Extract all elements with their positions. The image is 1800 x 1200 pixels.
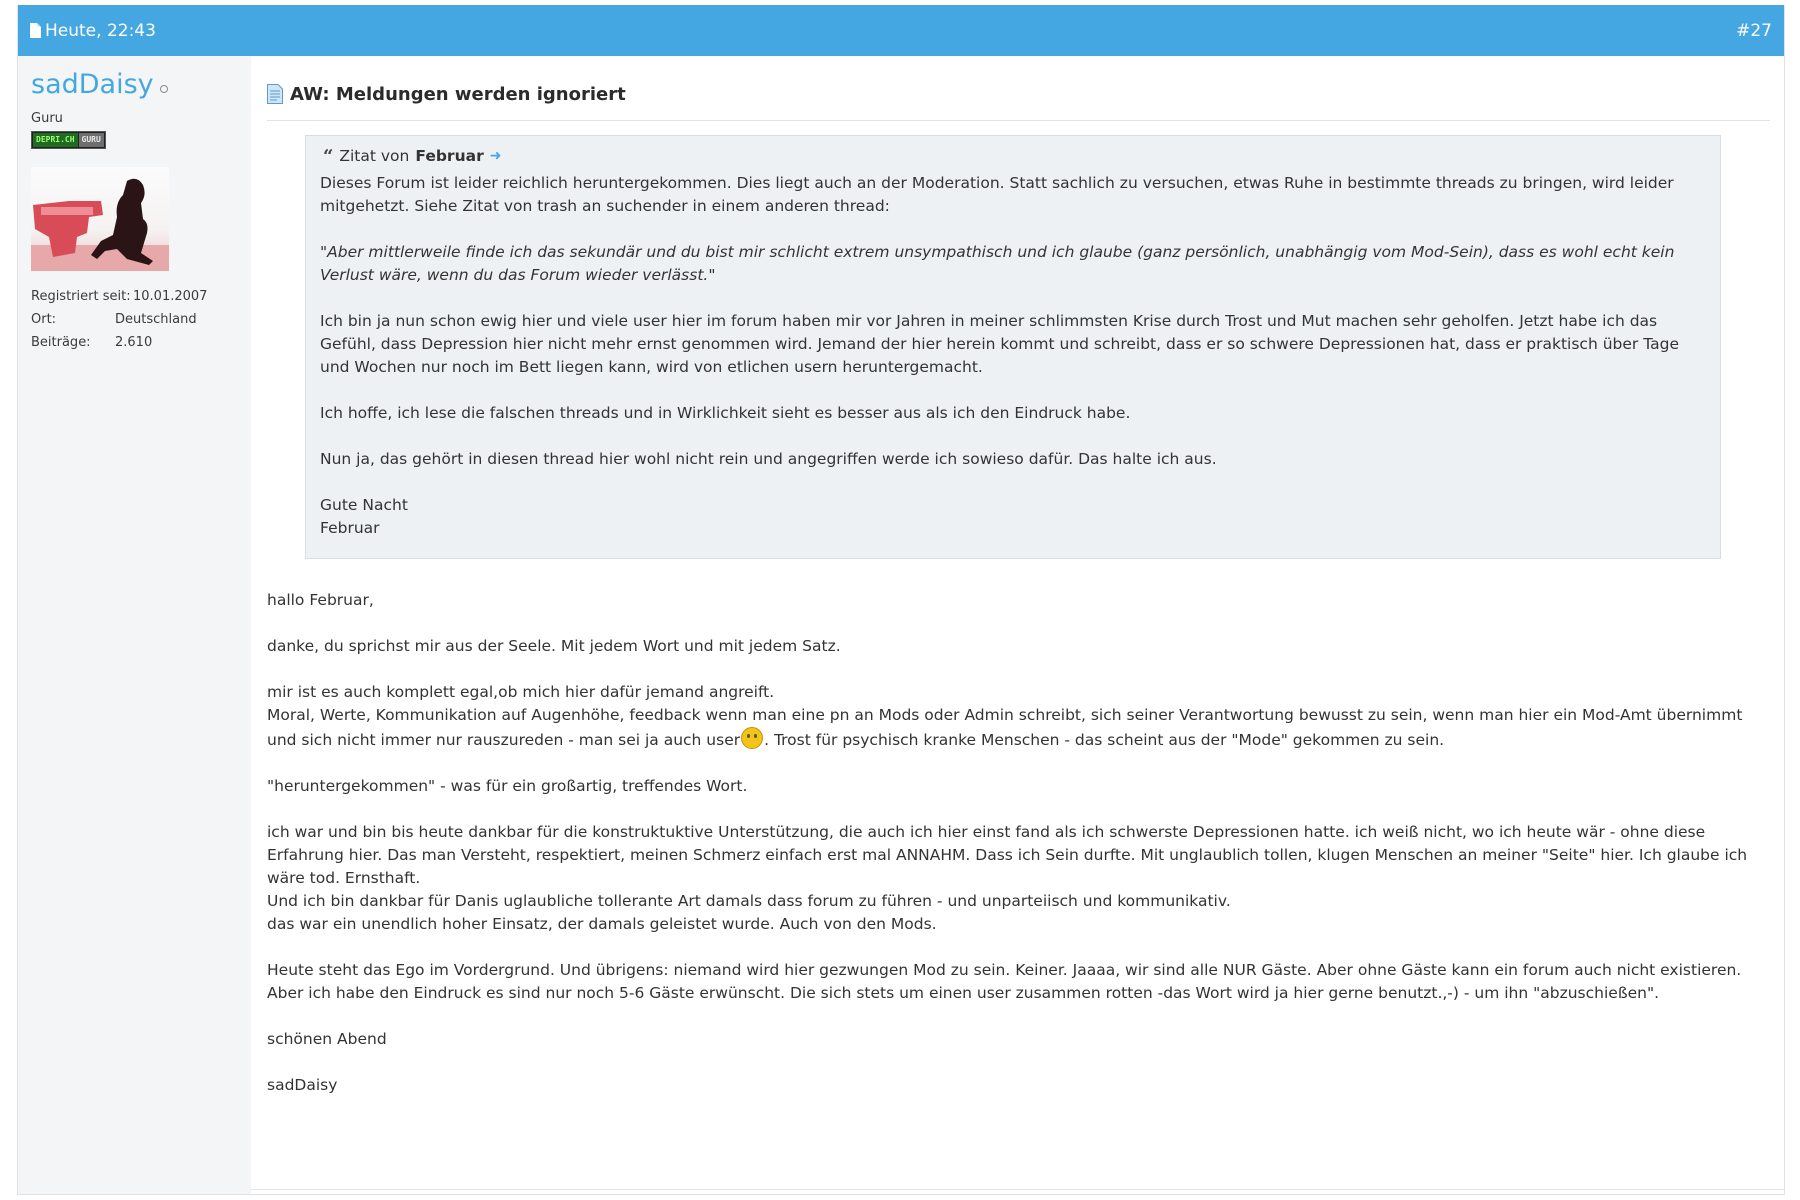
message-paragraph: danke, du sprichst mir aus der Seele. Mit jedem Wort und mit jedem Satz. [267,637,841,655]
message-paragraph [267,681,1770,752]
message-line: . Trost für psychisch kranke Menschen - das scheint aus der "Mode" gekommen zu sein. [764,731,1445,749]
forum-post [17,5,1785,1195]
quote-mark-icon: “ [323,146,334,167]
posts-value: 2.610 [115,335,153,350]
confused-smiley-icon [741,727,763,749]
message-paragraph: "heruntergekommen" - was für ein großartig, treffendes Wort. [267,777,748,795]
quote-paragraph: Ich bin ja nun schon ewig hier und viele user hier im forum haben mir vor Jahren in meiner schlimmsten Krise durch Trost und Mut machen sehr geholfen. Jetzt habe ich das Gefühl, dass Depression hier nicht mehr ernst genommen wird. Jemand der hier herein kommt und schreibt, dass er so schwere Depressionen hat, dass er praktisch über Tage und Wochen nur noch im Bett liegen kann, wird von etlichen usern heruntergemacht. [320,312,1679,376]
post-document-icon [267,84,283,104]
user-sidebar [18,56,251,1194]
username-link[interactable]: sadDaisy [31,69,154,100]
post-date [30,21,156,41]
quote-signoff-name: Februar [320,519,380,537]
message-body [267,589,1770,1097]
message-paragraph: Heute steht das Ego im Vordergrund. Und übrigens: niemand wird hier gezwungen Mod zu sein. Keiner. Jaaaa, wir sind alle NUR Gäste. Aber ohne Gäste kann ein forum auch nicht existieren. Aber ich habe den Eindruck es sind nur noch 5-6 Gäste erwünscht. Die sich stets um einen user zusammen rotten -das Wort wird ja hier gerne benutzt.,-) - um ihn "abzuschießen". [267,961,1742,1002]
offline-status-icon [160,85,168,93]
registered-value: 10.01.2007 [133,289,208,304]
quote-paragraph: "Aber mittlerweile finde ich das sekundär und du bist mir schlicht extrem unsympathisch und ich glaube (ganz persönlich, unabhängig vom Mod-Sein), dass es wohl echt kein Verlust wäre, wenn du das Forum wieder verlässt." [320,243,1675,284]
post-date-text: Heute, 22:43 [45,20,156,41]
post-number-link[interactable]: #27 [1736,20,1772,41]
quote-block [305,135,1721,559]
message-paragraph [267,821,1770,936]
user-title: Guru [31,111,63,126]
post-content [251,56,1784,1194]
post-header [18,5,1784,56]
quote-prefix: Zitat von [339,147,410,165]
message-line: ich war und bin bis heute dankbar für die konstruktuktive Unterstützung, die auch ich hier einst fand als ich schwerste Depressionen hatte. ich weiß nicht, wo ich heute wär - ohne diese Erfahrung hier. Das man Versteht, respektiert, meinen Schmerz einfach erst mal ANNAHM. Dass ich Sein durfte. Mit unglaublich tollen, klugen Menschen an meiner "Seite" hier. Ich glaube ich wäre tod. Ernsthaft. [267,823,1748,887]
quote-paragraph: Nun ja, das gehört in diesen thread hier wohl nicht rein und angegriffen werde ich sowieso dafür. Das halte ich aus. [320,450,1217,468]
posts-label: Beiträge: [31,335,91,350]
user-info [31,285,238,354]
quote-paragraph: Ich hoffe, ich lese die falschen threads und in Wirklichkeit sieht es besser aus als ich den Eindruck habe. [320,404,1131,422]
message-line: Und ich bin dankbar für Danis uglaubliche tollerante Art damals dass forum zu führen - und unparteiisch und kommunikativ. [267,892,1231,910]
post-footer-divider [251,1189,1784,1190]
post-title-text: AW: Meldungen werden ignoriert [290,83,626,105]
document-icon [30,23,41,38]
rank-badge [31,131,106,149]
avatar[interactable] [31,167,169,271]
location-value: Deutschland [115,312,197,327]
quote-author: Februar [415,147,484,165]
message-line: Moral, Werte, Kommunikation auf Augenhöhe, feedback wenn man eine pn an Mods oder Admin schreibt, sich seiner Verantwortung bewusst zu sein, wenn man hier ein Mod-Amt übernimmt und sich nicht immer nur rauszureden - man sei ja auch user [267,706,1743,749]
quote-signoff [320,494,1706,540]
message-paragraph: schönen Abend [267,1030,387,1048]
message-line: mir ist es auch komplett egal,ob mich hier dafür jemand angreift. [267,683,775,701]
quote-paragraph: Dieses Forum ist leider reichlich heruntergekommen. Dies liegt auch an der Moderation. Statt sachlich zu versuchen, etwas Ruhe in bestimmte threads zu bringen, wird leider mitgehetzt. Siehe Zitat von trash an suchender in einem anderen thread: [320,174,1674,215]
registered-label: Registriert seit: [31,289,131,304]
quote-signoff-line: Gute Nacht [320,496,408,514]
message-signature: sadDaisy [267,1076,338,1094]
message-line: das war ein unendlich hoher Einsatz, der damals geleistet wurde. Auch von den Mods. [267,915,937,933]
rank-badge-level: GURU [79,133,104,147]
quote-header [320,145,1706,168]
location-label: Ort: [31,312,57,327]
post-title [267,78,1770,121]
arrow-right-icon[interactable]: ➜ [489,148,502,164]
message-paragraph: hallo Februar, [267,591,374,609]
rank-badge-site: DEPRI.CH [33,133,78,147]
